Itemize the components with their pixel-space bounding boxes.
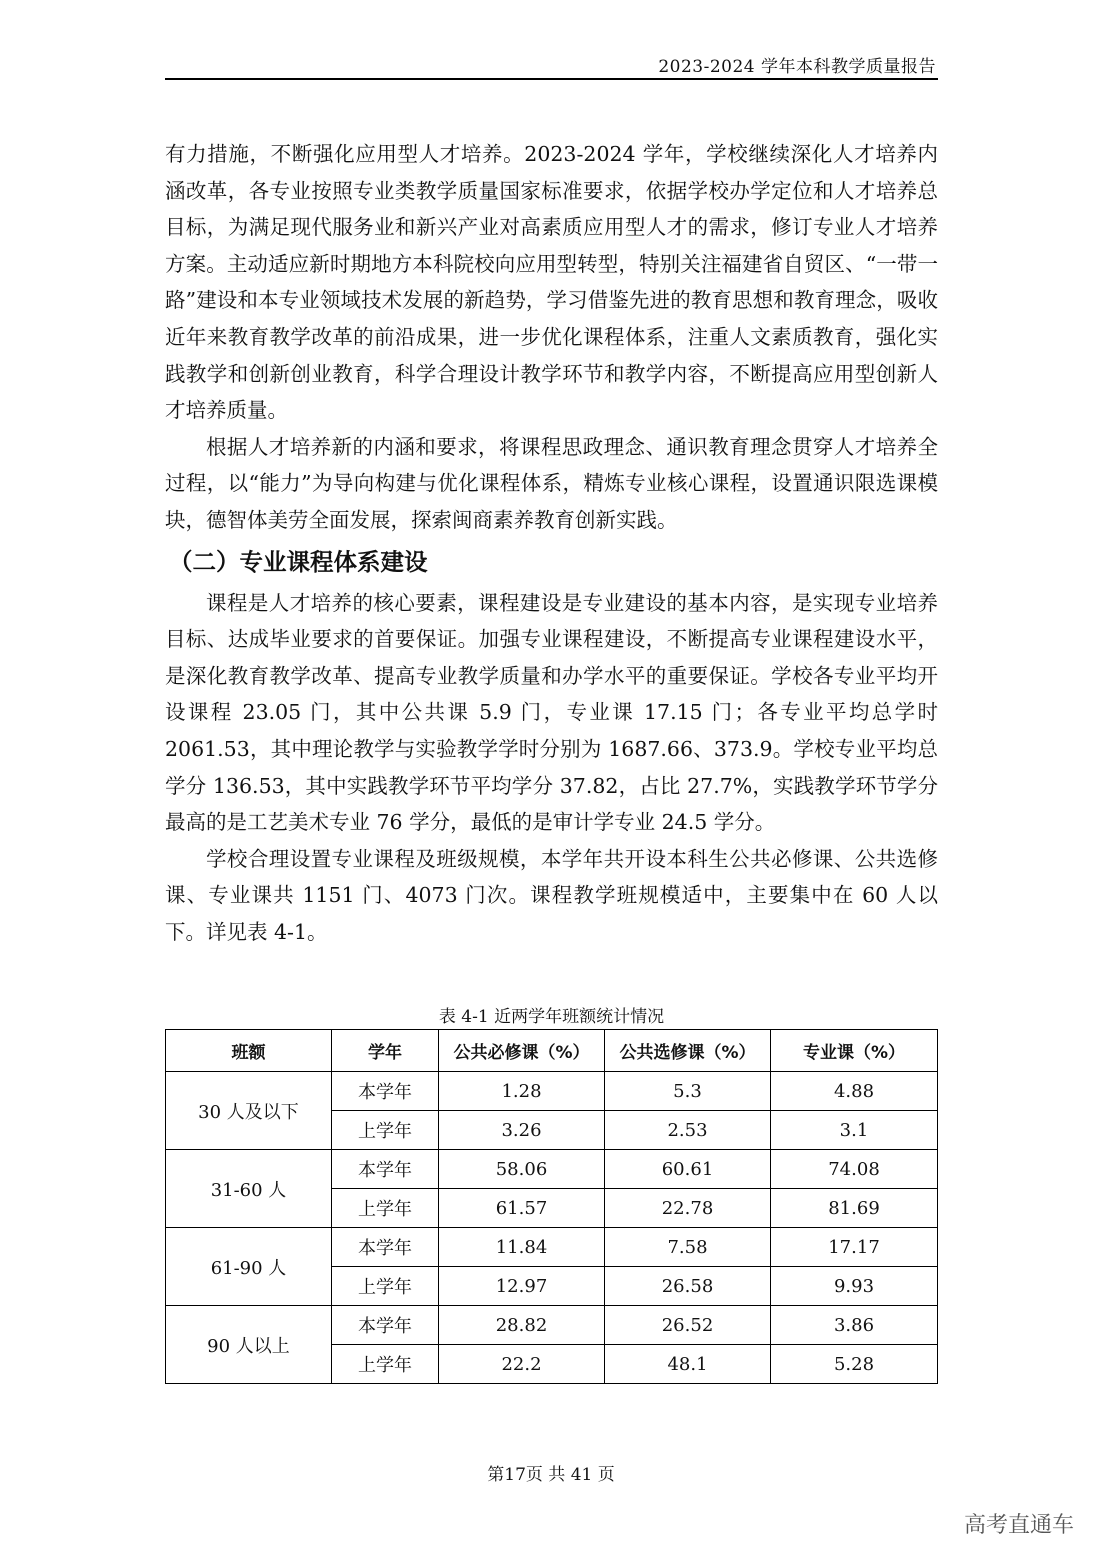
table-header-row (166, 1030, 938, 1072)
paragraph-2: 根据人才培养新的内涵和要求，将课程思政理念、通识教育理念贯穿人才培养全过程，以“能力”为导向构建与优化课程体系，精炼专业核心课程，设置通识限选课模块，德智体美劳全面发展，探索闽商素养教育创新实践。 (165, 434, 938, 532)
table-row (166, 1228, 938, 1267)
page-number: 第17页 共 41 页 (487, 1465, 615, 1485)
header-elective: 公共选修课（%） (605, 1030, 771, 1072)
main-text (165, 136, 938, 950)
table-row (166, 1306, 938, 1345)
compulsory-cell: 12.97 (439, 1267, 605, 1306)
report-title: 2023-2024 学年本科教学质量报告 (658, 57, 936, 77)
elective-cell: 26.58 (605, 1267, 771, 1306)
year-cell: 上学年 (332, 1111, 439, 1150)
elective-cell: 22.78 (605, 1189, 771, 1228)
elective-cell: 5.3 (605, 1072, 771, 1111)
elective-cell: 48.1 (605, 1345, 771, 1384)
page-header (165, 48, 938, 80)
year-cell: 上学年 (332, 1345, 439, 1384)
year-cell: 上学年 (332, 1189, 439, 1228)
class-size-cell: 31-60 人 (166, 1150, 332, 1228)
header-year: 学年 (332, 1030, 439, 1072)
paragraph-4: 学校合理设置专业课程及班级规模，本学年共开设本科生公共必修课、公共选修课、专业课共 1151 门、4073 门次。课程教学班规模适中，主要集中在 60 人以下。详见表 4-1。 (165, 846, 938, 944)
compulsory-cell: 11.84 (439, 1228, 605, 1267)
compulsory-cell: 58.06 (439, 1150, 605, 1189)
year-cell: 上学年 (332, 1267, 439, 1306)
elective-cell: 2.53 (605, 1111, 771, 1150)
year-cell: 本学年 (332, 1072, 439, 1111)
class-size-cell: 30 人及以下 (166, 1072, 332, 1150)
header-class-size: 班额 (166, 1030, 332, 1072)
year-cell: 本学年 (332, 1150, 439, 1189)
year-cell: 本学年 (332, 1306, 439, 1345)
paragraph-1: 有力措施，不断强化应用型人才培养。2023-2024 学年，学校继续深化人才培养内涵改革，各专业按照专业类教学质量国家标准要求，依据学校办学定位和人才培养总目标，为满足现代服务业和新兴产业对高素质应用型人才的需求，修订专业人才培养方案。主动适应新时期地方本科院校向应用型转型，特别关注福建省自贸区、“一带一路”建设和本专业领域技术发展的新趋势，学习借鉴先进的教育思想和教育理念，吸收近年来教育教学改革的前沿成果，进一步优化课程体系，注重人文素质教育，强化实践教学和创新创业教育，科学合理设计教学环节和教学内容，不断提高应用型创新人才培养质量。 (165, 142, 938, 423)
major-cell: 3.1 (771, 1111, 938, 1150)
major-cell: 4.88 (771, 1072, 938, 1111)
watermark: 高考直通车 (963, 1513, 1074, 1538)
major-cell: 74.08 (771, 1150, 938, 1189)
year-cell: 本学年 (332, 1228, 439, 1267)
elective-cell: 26.52 (605, 1306, 771, 1345)
class-size-cell: 61-90 人 (166, 1228, 332, 1306)
header-compulsory: 公共必修课（%） (439, 1030, 605, 1072)
header-major: 专业课（%） (771, 1030, 938, 1072)
major-cell: 81.69 (771, 1189, 938, 1228)
compulsory-cell: 61.57 (439, 1189, 605, 1228)
elective-cell: 7.58 (605, 1228, 771, 1267)
major-cell: 9.93 (771, 1267, 938, 1306)
class-size-table (165, 1029, 938, 1384)
compulsory-cell: 28.82 (439, 1306, 605, 1345)
major-cell: 17.17 (771, 1228, 938, 1267)
paragraph-3: 课程是人才培养的核心要素，课程建设是专业建设的基本内容，是实现专业培养目标、达成毕业要求的首要保证。加强专业课程建设，不断提高专业课程建设水平，是深化教育教学改革、提高专业教学质量和办学水平的重要保证。学校各专业平均开设课程 23.05 门，其中公共课 5.9 门，专业课 17.15 门；各专业平均总学时 2061.53，其中理论教学与实验教学学时分别为 1687.66、373.9。学校专业平均总学分 136.53，其中实践教学环节平均学分 37.82，占比 27.7%，实践教学环节学分最高的是工艺美术专业 76 学分，最低的是审计学专业 24.5 学分。 (165, 590, 938, 835)
compulsory-cell: 1.28 (439, 1072, 605, 1111)
elective-cell: 60.61 (605, 1150, 771, 1189)
major-cell: 5.28 (771, 1345, 938, 1384)
table-row (166, 1072, 938, 1111)
compulsory-cell: 3.26 (439, 1111, 605, 1150)
table-row (166, 1150, 938, 1189)
major-cell: 3.86 (771, 1306, 938, 1345)
table-caption: 表 4-1 近两学年班额统计情况 (438, 1007, 665, 1027)
section-heading: （二）专业课程体系建设 (169, 547, 428, 576)
class-size-cell: 90 人以上 (166, 1306, 332, 1384)
compulsory-cell: 22.2 (439, 1345, 605, 1384)
